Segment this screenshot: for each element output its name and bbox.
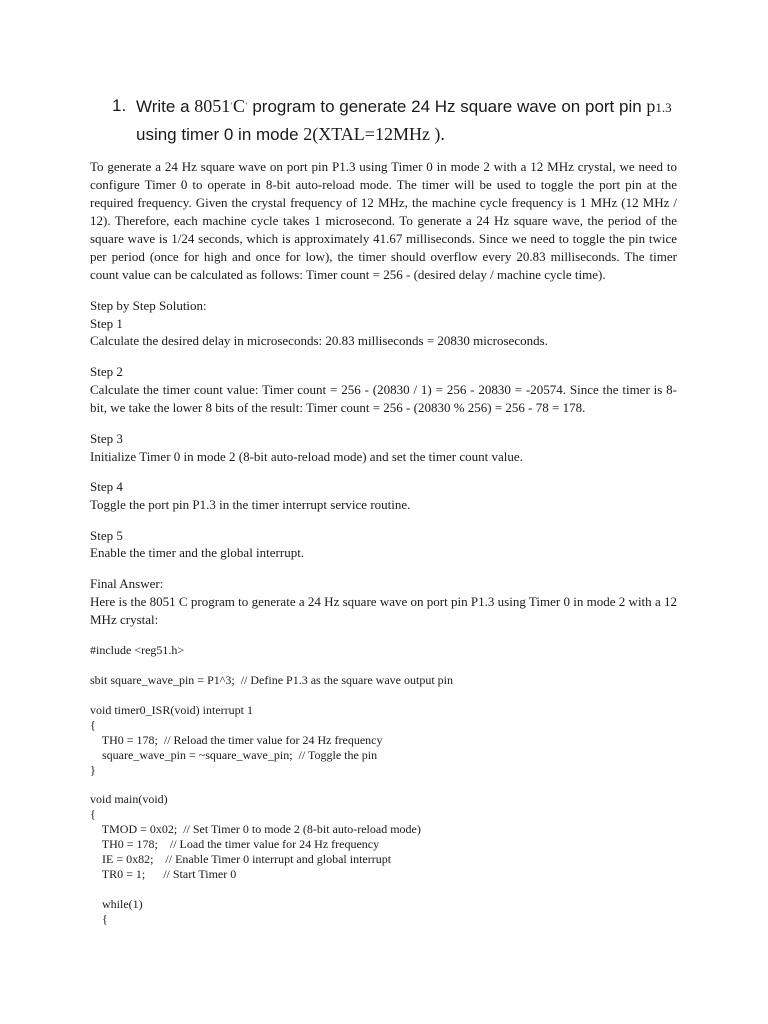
question-text-part: using timer 0 in mode: [136, 125, 304, 144]
question-text-tick: ’: [230, 101, 233, 110]
code-main: void main(void) { TMOD = 0x02; // Set Timer 0 to mode 2 (8-bit auto-reload mode) TH0 = 178; // Load the timer value for 24 Hz frequency IE = 0x82; // Enable Timer 0 interrupt and global interrupt TR0 = 1; // Start Timer 0: [90, 792, 421, 881]
code-isr: void timer0_ISR(void) interrupt 1 { TH0 = 178; // Reload the timer value for 24 Hz frequency square_wave_pin = ~square_wave_pin; // Toggle the pin }: [90, 703, 383, 777]
step-text: Calculate the desired delay in microseconds: 20.83 milliseconds = 20830 microseconds.: [90, 333, 548, 348]
code-loop: while(1) {: [102, 897, 143, 926]
question-text-part: program to generate 24 Hz square wave on port pin: [247, 97, 647, 116]
step-text: Initialize Timer 0 in mode 2 (8-bit auto-reload mode) and set the timer count value.: [90, 449, 523, 464]
step-title: Step 4: [90, 479, 123, 494]
question-number: 1.: [112, 96, 127, 115]
question-text-part: Write a: [136, 97, 195, 116]
question-text-part: 8051: [194, 96, 231, 116]
step-title: Step 1: [90, 316, 123, 331]
code-sbit: sbit square_wave_pin = P1^3; // Define P1.3 as the square wave output pin: [90, 673, 453, 687]
final-answer-text: Here is the 8051 C program to generate a 24 Hz square wave on port pin P1.3 using Timer 0 in mode 2 with a 12 MHz crystal:: [90, 594, 677, 627]
final-answer-heading: Final Answer:: [90, 576, 164, 591]
step-title: Step 3: [90, 431, 123, 446]
question-text: [136, 93, 712, 148]
question-text-part: p: [646, 96, 656, 116]
step-title: Step 5: [90, 528, 123, 543]
step-text: Enable the timer and the global interrupt.: [90, 545, 305, 560]
question-text-part: C: [232, 96, 245, 116]
question-text-part: 1.3: [655, 100, 672, 115]
question-text-part: 2(XTAL=12MHz ).: [303, 124, 445, 144]
step-text: Toggle the port pin P1.3 in the timer interrupt service routine.: [90, 497, 411, 512]
step-title: Step 2: [90, 364, 123, 379]
steps-heading: Step by Step Solution:: [90, 298, 207, 313]
code-include: #include <reg51.h>: [90, 643, 185, 657]
intro-paragraph: To generate a 24 Hz square wave on port pin P1.3 using Timer 0 in mode 2 with a 12 MHz crystal, we need to configure Timer 0 to operate in 8-bit auto-reload mode. The timer will be used to toggle the port pin at the required frequency. Given the crystal frequency of 12 MHz, the machine cycle frequency is 1 MHz (12 MHz / 12). Therefore, each machine cycle takes 1 microsecond. To generate a 24 Hz square wave, the period of the square wave is 1/24 seconds, which is approximately 41.67 milliseconds. Since we need to toggle the pin twice per period (once for high and once for low), the timer should overflow every 20.83 milliseconds. The timer count value can be calculated as follows: Timer count = 256 - (desired delay / machine cycle time).: [90, 159, 677, 282]
step-text: Calculate the timer count value: Timer count = 256 - (20830 / 1) = 256 - 20830 = -20574. Since the timer is 8-bit, we take the lower 8 bits of the result: Timer count = 256 - (20830 % 256) = 256 - 78 = 178.: [90, 382, 677, 415]
question-item: [112, 93, 712, 148]
question-text-tick: ’: [244, 101, 248, 110]
